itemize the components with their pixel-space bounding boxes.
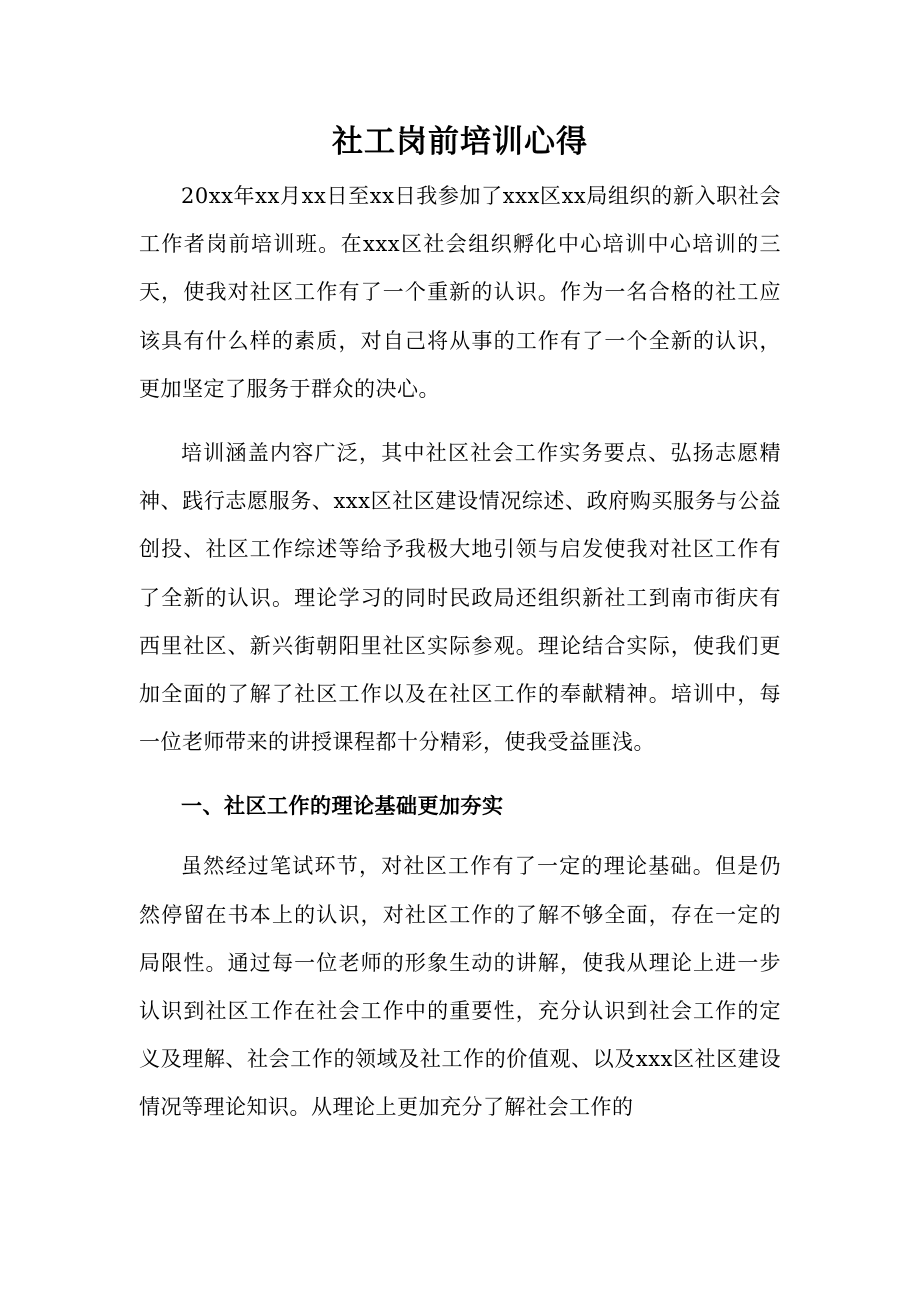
document-page — [139, 118, 781, 1148]
paragraph-intro: 20xx年xx月xx日至xx日我参加了xxx区xx局组织的新入职社会工作者岗前培训班。在xxx区社会组织孵化中心培训中心培训的三天，使我对社区工作有了一个重新的认识。作为一名合格的社工应该具有什么样的素质，对自己将从事的工作有了一个全新的认识，更加坚定了服务于群众的决心。 — [139, 184, 781, 401]
document-title: 社工岗前培训心得 — [332, 124, 588, 160]
paragraph-training-content: 培训涵盖内容广泛，其中社区社会工作实务要点、弘扬志愿精神、践行志愿服务、xxx区社区建设情况综述、政府购买服务与公益创投、社区工作综述等给予我极大地引领与启发使我对社区工作有了全新的认识。理论学习的同时民政局还组织新社工到南市街庆有西里社区、新兴街朝阳里社区实际参观。理论结合实际，使我们更加全面的了解了社区工作以及在社区工作的奉献精神。培训中，每一位老师带来的讲授课程都十分精彩，使我受益匪浅。 — [139, 441, 781, 755]
section-heading: 一、社区工作的理论基础更加夯实 — [181, 793, 504, 819]
paragraph-section-one: 虽然经过笔试环节，对社区工作有了一定的理论基础。但是仍然停留在书本上的认识，对社区工作的了解不够全面，存在一定的局限性。通过每一位老师的形象生动的讲解，使我从理论上进一步认识到社区工作在社会工作中的重要性，充分认识到社会工作的定义及理解、社会工作的领域及社工作的价值观、以及xxx区社区建设情况等理论知识。从理论上更加充分了解社会工作的 — [139, 854, 781, 1120]
